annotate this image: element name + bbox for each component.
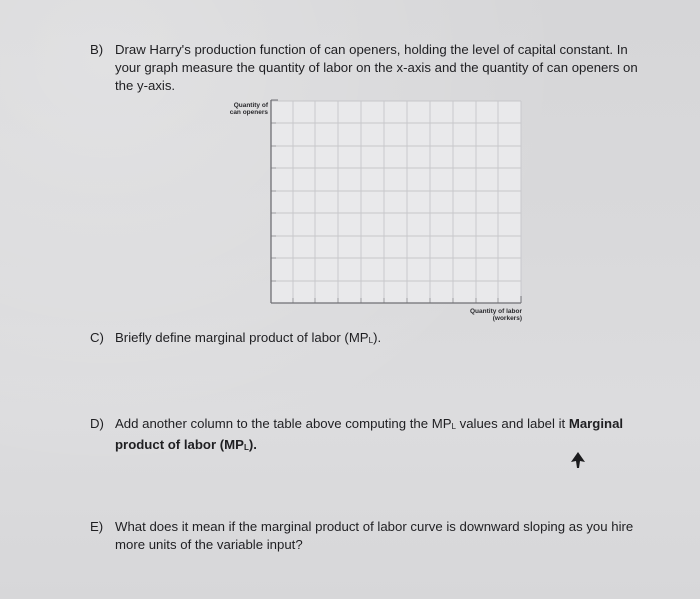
y-axis-label-line2: can openers — [229, 109, 268, 116]
question-c-subscript: L — [368, 336, 374, 345]
question-c-text-main: Briefly define marginal product of labor (MP — [115, 330, 369, 345]
x-axis-label-line1: Quantity of labor — [470, 308, 522, 315]
grid-background — [271, 101, 521, 303]
production-function-grid[interactable] — [268, 98, 524, 308]
question-b-text: Draw Harry's production function of can openers, holding the level of capital constant. In your graph measure the quantity of labor on the x-axis and the quantity of can openers on the y-axis. — [115, 42, 638, 93]
question-b-letter: B) — [90, 42, 104, 57]
question-d-letter: D) — [90, 416, 104, 431]
question-d-bold-subscript: L — [243, 443, 249, 452]
question-e-letter: E) — [90, 519, 104, 534]
question-d-text — [115, 415, 655, 457]
x-axis-label-line2: (workers) — [492, 315, 522, 322]
question-d-subscript: L — [451, 422, 456, 431]
arrow-pointer-icon — [571, 452, 585, 468]
question-d-bold-end: ). — [248, 437, 257, 452]
question-d-text-mid: values and label it — [455, 416, 569, 431]
question-e-text: What does it mean if the marginal product of labor curve is downward sloping as you hire more units of the variable input? — [115, 519, 634, 552]
question-d-bold-main: Marginal product of labor (MP — [115, 416, 624, 452]
x-axis-label — [452, 308, 522, 322]
question-d-text-main: Add another column to the table above computing the MP — [115, 416, 452, 431]
question-c-text — [115, 329, 485, 350]
y-axis-label — [222, 102, 268, 116]
question-c-text-end: ). — [373, 330, 382, 345]
question-c-letter: C) — [90, 330, 104, 345]
y-axis-label-line1: Quantity of — [233, 102, 268, 109]
